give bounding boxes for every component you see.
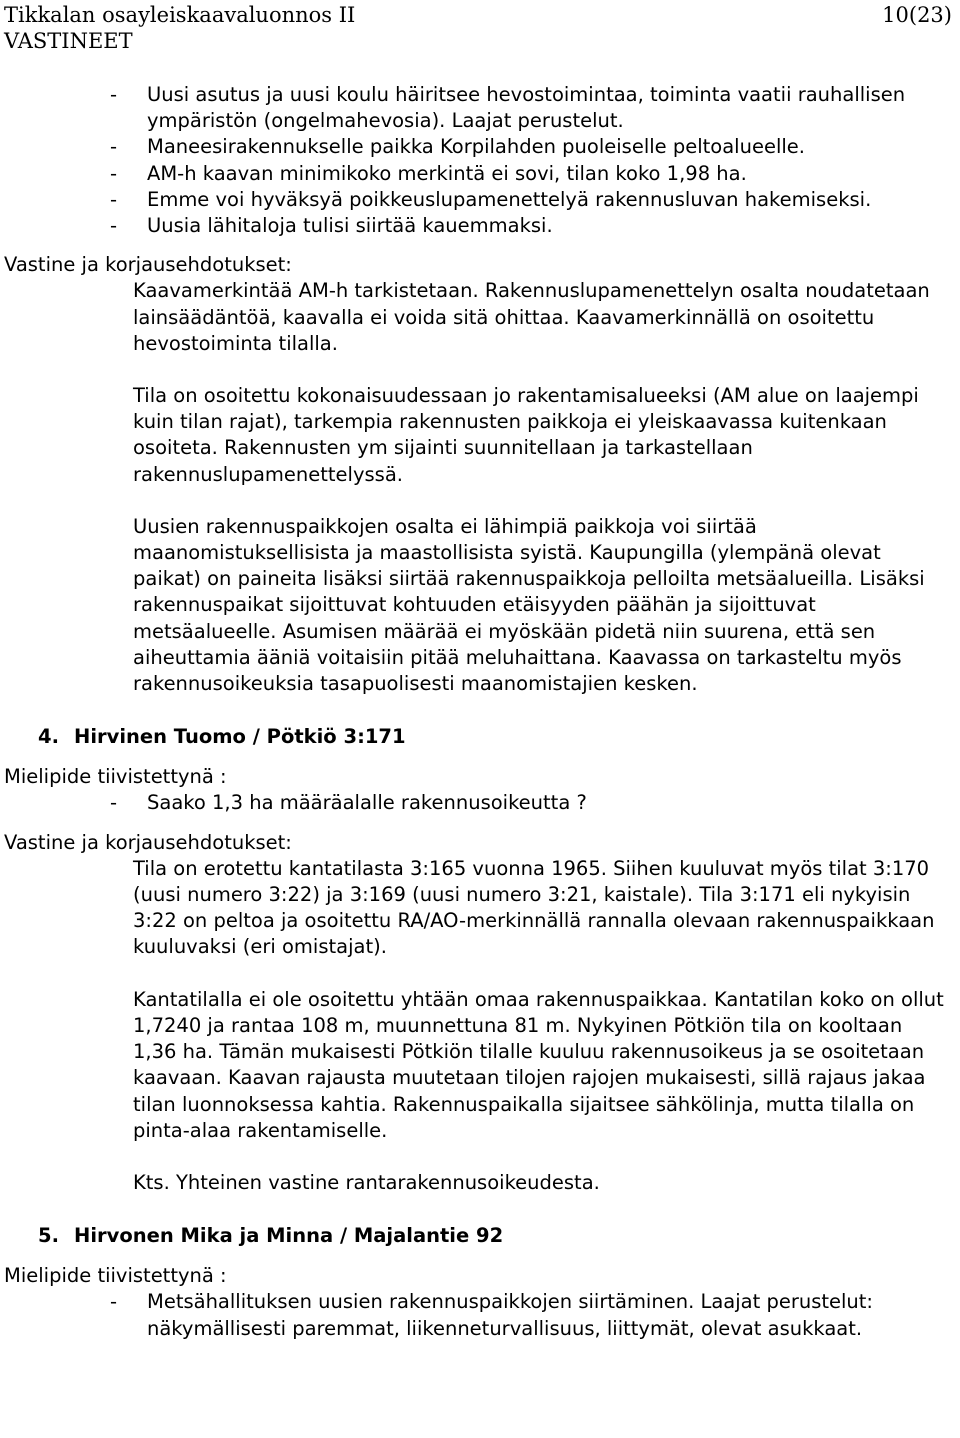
bullet-dash: - — [110, 135, 118, 159]
list-item — [0, 1289, 960, 1341]
list-item-text: Metsähallituksen uusien rakennuspaikkojen siirtäminen. Laajat perustelut: näkymällisesti paremmat, liikenneturvallisuus, liittymät, olevat asukkaat. — [147, 1290, 873, 1340]
list-item — [0, 134, 960, 160]
bullet-dash: - — [110, 187, 118, 211]
bullet-dash: - — [110, 1290, 118, 1314]
response-paragraph: Tila on osoitettu kokonaisuudessaan jo rakentamisalueeksi (AM alue on laajempi kuin tilan rajat), tarkempia rakennusten paikkoja ei yleiskaavassa kuitenkaan osoiteta. Rakennusten ym sijainti suunnitellaan ja tarkastellaan rakennuslupamenettelyssä. — [133, 384, 919, 486]
opinion-label: Mielipide tiivistettynä : — [4, 1264, 227, 1288]
page-number: 10(23) — [882, 3, 952, 27]
opinion-label: Mielipide tiivistettynä : — [4, 765, 227, 789]
bullet-dash: - — [110, 83, 118, 106]
list-item-text: Emme voi hyväksyä poikkeuslupamenettelyä rakennusluvan hakemiseksi. — [147, 187, 872, 211]
list-item — [0, 790, 960, 816]
opinion-list — [0, 82, 960, 239]
section-title: Hirvonen Mika ja Minna / Majalantie 92 — [74, 1224, 504, 1248]
list-item-text: AM-h kaavan minimikoko merkintä ei sovi, tilan koko 1,98 ha. — [147, 161, 747, 185]
response-label: Vastine ja korjausehdotukset: — [4, 830, 292, 854]
section-number: 5. — [38, 1224, 59, 1248]
list-item — [0, 161, 960, 187]
response-paragraph: Kantatilalla ei ole osoitettu yhtään omaa rakennuspaikkaa. Kantatilan koko on ollut 1,7240 ja rantaa 108 m, muunnettuna 81 m. Nykyinen Pötkiön tila on kooltaan 1,36 ha. Tämän mukaisesti Pötkiön tilalle kuuluu rakennusoikeus ja se osoitetaan kaavaan. Kaavan rajausta muutetaan tilojen rajojen mukaisesti, sillä rajaus jakaa tilan luonnoksessa kahtia. Rakennuspaikalla sijaitsee sähkölinja, mutta tilalla on pinta-alaa rakentamiselle. — [133, 987, 944, 1142]
bullet-dash: - — [110, 791, 118, 815]
document-title: Tikkalan osayleiskaavaluonnos II — [4, 3, 356, 27]
response-paragraph: Kts. Yhteinen vastine rantarakennusoikeudesta. — [133, 1170, 600, 1194]
list-item-text: Maneesirakennukselle paikka Korpilahden puoleiselle peltoalueelle. — [147, 135, 805, 159]
bullet-dash: - — [110, 214, 118, 238]
document-body — [0, 82, 960, 1342]
opinion-list — [0, 1289, 960, 1341]
section-number: 4. — [38, 725, 59, 749]
response-paragraph: Uusien rakennuspaikkojen osalta ei lähimpiä paikkoja voi siirtää maanomistuksellisista ja maastollisista syistä. Kaupungilla (ylempänä olevat paikat) on paineita lisäksi siirtää rakennuspaikkoja pelloilta metsäalueilla. Lisäksi rakennuspaikat sijoittuvat kohtuuden etäisyyden päähän ja sijoittuvat metsäalueelle. Asumisen määrää ei myöskään pidetä niin suurena, että sen aiheuttamia ääniä voitaisiin pitää meluhaittana. Kaavassa on tarkasteltu myös rakennusoikeuksia tasapuolisesti maanomistajien kesken. — [133, 514, 925, 696]
bullet-dash: - — [110, 161, 118, 185]
response-paragraph: Tila on erotettu kantatilasta 3:165 vuonna 1965. Siihen kuuluvat myös tilat 3:170 (uusi numero 3:22) ja 3:169 (uusi numero 3:21, kaistale). Tila 3:171 eli nykyisin 3:22 on peltoa ja osoitettu RA/AO-merkinnällä rannalla olevaan rakennuspaikkaan kuuluvaksi (eri omistajat). — [133, 856, 935, 959]
section-heading — [0, 723, 960, 751]
opinion-list — [0, 790, 960, 816]
list-item-text: Saako 1,3 ha määräalalle rakennusoikeutta ? — [147, 791, 587, 815]
list-item — [0, 213, 960, 239]
section-heading — [0, 1222, 960, 1250]
document-subtitle: VASTINEET — [4, 29, 133, 53]
list-item — [0, 187, 960, 213]
list-item-text: Uusia lähitaloja tulisi siirtää kauemmaksi. — [147, 214, 553, 238]
response-label: Vastine ja korjausehdotukset: — [4, 253, 292, 277]
list-item — [0, 82, 960, 134]
list-item-text: Uusi asutus ja uusi koulu häiritsee hevostoimintaa, toiminta vaatii rauhallisen ympäristön (ongelmahevosia). Laajat perustelut. — [147, 83, 906, 133]
response-paragraph: Kaavamerkintää AM-h tarkistetaan. Rakennuslupamenettelyn osalta noudatetaan lainsäädäntöä, kaavalla ei voida sitä ohittaa. Kaavamerkinnällä on osoitettu hevostoiminta tilalla. — [133, 279, 930, 355]
section-title: Hirvinen Tuomo / Pötkiö 3:171 — [74, 725, 406, 749]
